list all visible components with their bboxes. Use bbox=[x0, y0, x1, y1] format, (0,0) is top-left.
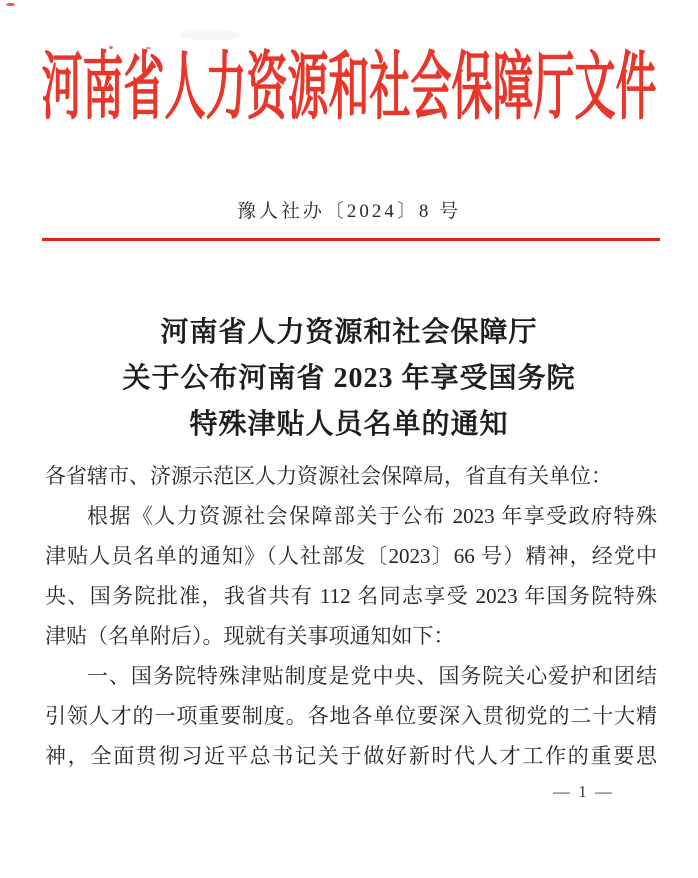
document-body bbox=[45, 456, 657, 776]
body-line: 一、国务院特殊津贴制度是党中央、国务院关心爱护和团结 bbox=[87, 664, 657, 688]
document-title bbox=[0, 310, 698, 448]
body-line: 引领人才的一项重要制度。各地各单位要深入贯彻党的二十大精 bbox=[45, 704, 657, 728]
body-line: 神，全面贯彻习近平总书记关于做好新时代人才工作的重要思 bbox=[45, 744, 657, 768]
scan-smudge bbox=[180, 30, 240, 40]
body-salutation-line: 各省辖市、济源示范区人力资源社会保障局，省直有关单位： bbox=[45, 464, 612, 488]
body-line: 津贴人员名单的通知》（人社部发〔2023〕66 号）精神，经党中 bbox=[45, 544, 657, 568]
scan-speck-red bbox=[6, 3, 15, 6]
document-title-line-2: 关于公布河南省 2023 年享受国务院 bbox=[122, 363, 576, 394]
body-line: 根据《人力资源社会保障部关于公布 2023 年享受政府特殊 bbox=[87, 504, 657, 528]
red-divider-line bbox=[42, 238, 660, 241]
masthead-title: 河南省人力资源和社会保障厅文件 bbox=[41, 44, 657, 128]
body-line: 央、国务院批准，我省共有 112 名同志享受 2023 年国务院特殊 bbox=[45, 584, 657, 608]
document-number: 豫人社办〔2024〕8 号 bbox=[236, 201, 462, 222]
letterhead-masthead bbox=[0, 42, 698, 132]
body-line: 津贴（名单附后）。现就有关事项通知如下： bbox=[45, 624, 455, 648]
document-title-line-1: 河南省人力资源和社会保障厅 bbox=[160, 317, 538, 348]
page-number: — 1 — bbox=[553, 782, 614, 801]
document-title-line-3: 特殊津贴人员名单的通知 bbox=[189, 409, 509, 440]
